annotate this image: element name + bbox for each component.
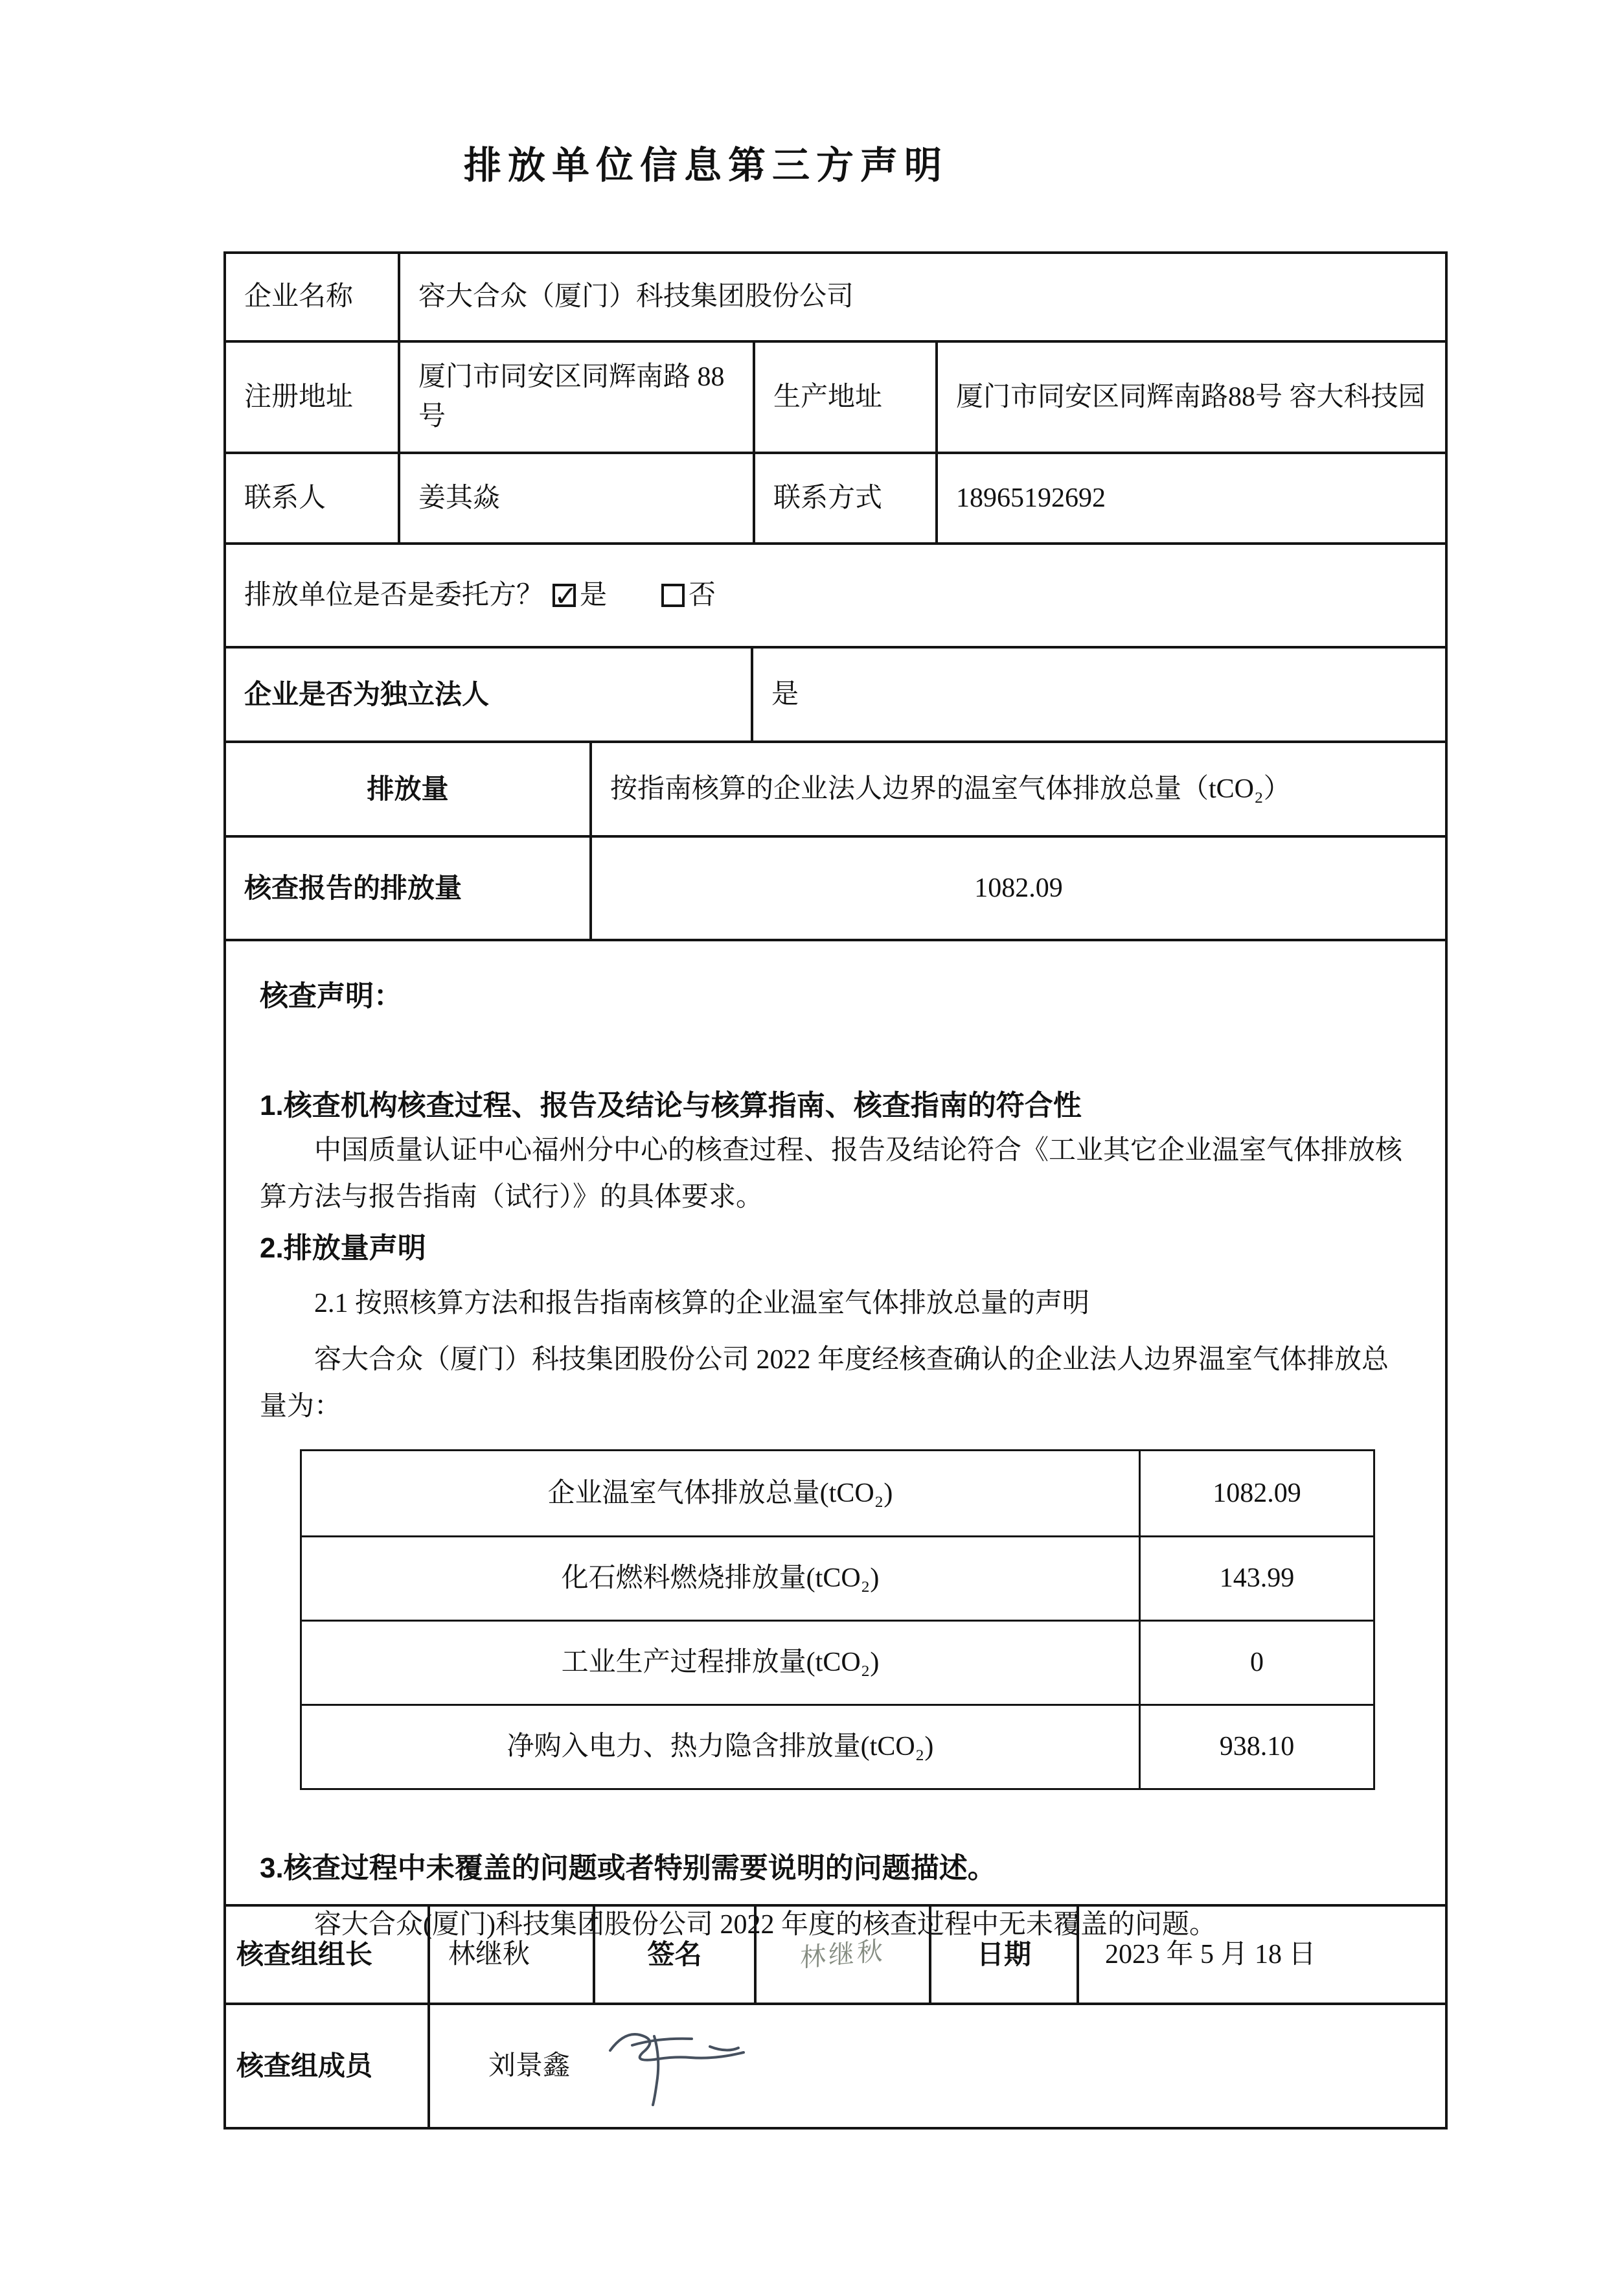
table-row-company (226, 254, 1445, 340)
date-value: 2023 年 5 月 18 日 (1077, 1907, 1445, 2003)
date-label: 日期 (929, 1907, 1077, 2003)
verified-emission-label: 核查报告的排放量 (244, 872, 462, 903)
contact-label: 联系人 (244, 483, 326, 513)
yes-label: 是 (580, 580, 608, 610)
emission-row-label: 净购入电力、热力隐含排放量(tCO₂) (507, 1732, 934, 1762)
section2-title: 2.排放量声明 (260, 1232, 426, 1265)
section1-body: 中国质量认证中心福州分中心的核查过程、报告及结论符合《工业其它企业温室气体排放核算方法与报告指南（试行）》的具体要求。 (260, 1135, 1403, 1213)
leader-name: 林继秋 (427, 1907, 593, 2003)
table-row (302, 1451, 1373, 1535)
contact-method-label: 联系方式 (753, 454, 935, 542)
member-name: 刘景鑫 (488, 2050, 571, 2081)
emission-desc: 按指南核算的企业法人边界的温室气体排放总量（tCO₂） (589, 743, 1445, 835)
production-address-value: 厦门市同安区同辉南路88号 容大科技园 (935, 343, 1445, 452)
table-row-declaration (226, 939, 1445, 1940)
emission-row-label: 化石燃料燃烧排放量(tCO₂) (561, 1563, 880, 1594)
company-name-label: 企业名称 (244, 282, 354, 312)
emission-label: 排放量 (367, 773, 449, 804)
signature-label: 签名 (593, 1907, 754, 2003)
leader-label: 核查组组长 (236, 1938, 373, 1969)
emission-row-label: 工业生产过程排放量(tCO₂) (561, 1647, 880, 1678)
handwritten-name: 林继秋 (799, 1936, 886, 1973)
table-row-independent (226, 646, 1445, 740)
independent-value: 是 (751, 649, 1445, 740)
member-signature-icon (592, 2017, 786, 2114)
declaration-heading: 核查声明： (260, 980, 402, 1012)
client-question-text: 排放单位是否是委托方？ (244, 580, 544, 610)
table-row-member (226, 2003, 1445, 2127)
table-row (302, 1620, 1373, 1704)
registered-address-value: 厦门市同安区同辉南路 88 号 (398, 343, 753, 452)
checked-checkbox-icon (553, 580, 578, 613)
check-mark-icon: ✓ (554, 580, 578, 613)
section1-title: 1.核查机构核查过程、报告及结论与核算指南、核查指南的符合性 (260, 1089, 1082, 1121)
member-label: 核查组成员 (236, 2050, 373, 2081)
table-row (302, 1704, 1373, 1788)
leader-signature-handwriting (754, 1907, 929, 2003)
emission-row-value: 938.10 (1139, 1706, 1373, 1788)
section2-body: 容大合众（厦门）科技集团股份公司 2022 年度经核查确认的企业法人边界温室气体排放总量为： (260, 1344, 1389, 1421)
emission-breakdown-table (300, 1449, 1375, 1790)
verified-emission-value: 1082.09 (589, 838, 1445, 939)
independent-label: 企业是否为独立法人 (244, 678, 490, 709)
page-title: 排放单位信息第三方声明 (463, 144, 948, 187)
emission-row-value: 143.99 (1139, 1537, 1373, 1620)
contact-method-value: 18965192692 (935, 454, 1445, 542)
unchecked-checkbox-icon (661, 584, 685, 607)
production-address-label: 生产地址 (753, 343, 935, 452)
contact-name-value: 姜其焱 (398, 454, 753, 542)
table-row-emission-def (226, 740, 1445, 835)
info-table (223, 251, 1448, 2130)
no-label: 否 (689, 580, 716, 610)
table-row-leader (226, 1904, 1445, 2003)
member-cell (427, 2005, 1445, 2127)
company-name-value: 容大合众（厦门）科技集团股份公司 (398, 254, 1445, 340)
table-row-contact (226, 452, 1445, 542)
emission-row-value: 0 (1139, 1622, 1373, 1704)
table-row (302, 1535, 1373, 1620)
table-row-client-question (226, 542, 1445, 646)
table-row-addresses (226, 340, 1445, 452)
registered-address-label: 注册地址 (244, 382, 354, 412)
declaration-cell (226, 941, 1445, 1940)
emission-row-label: 企业温室气体排放总量(tCO₂) (547, 1478, 893, 1508)
section3-body: 容大合众(厦门)科技集团股份公司 2022 年度的核查过程中无未覆盖的问题。 (314, 1909, 1216, 1940)
section3-title: 3.核查过程中未覆盖的问题或者特别需要说明的问题描述。 (260, 1852, 996, 1884)
emission-row-value: 1082.09 (1139, 1451, 1373, 1535)
client-question-cell (226, 545, 1445, 646)
section2-subtitle: 2.1 按照核算方法和报告指南核算的企业温室气体排放总量的声明 (314, 1289, 1090, 1319)
table-row-verified-emission (226, 835, 1445, 939)
